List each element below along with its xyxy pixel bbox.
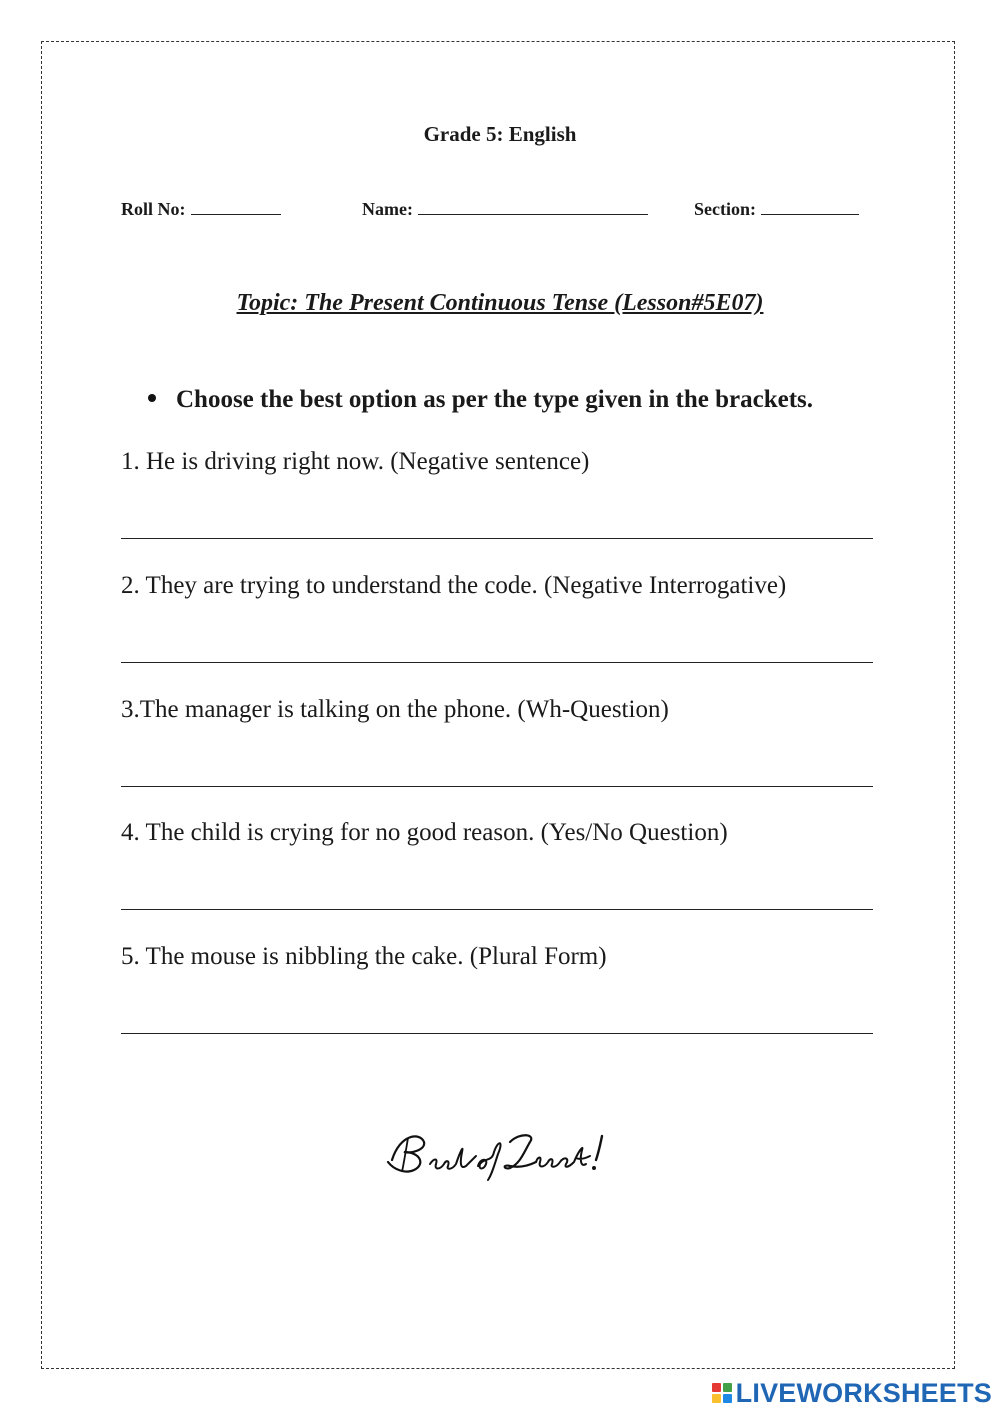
roll-no-input[interactable] xyxy=(191,198,281,215)
roll-no-field xyxy=(121,198,281,220)
instruction-text: Choose the best option as per the type given in the brackets. xyxy=(176,386,814,413)
question-1: 1. He is driving right now. (Negative sentence) xyxy=(121,448,590,475)
best-of-luck-signature xyxy=(0,1122,1000,1187)
liveworksheets-logo-icon xyxy=(712,1383,732,1403)
question-4: 4. The child is crying for no good reason. (Yes/No Question) xyxy=(121,819,728,846)
name-input[interactable] xyxy=(418,198,648,215)
name-label: Name: xyxy=(362,199,413,219)
name-field xyxy=(362,198,648,220)
answer-line-3[interactable] xyxy=(121,786,873,787)
answer-line-5[interactable] xyxy=(121,1033,873,1034)
bullet-icon xyxy=(148,394,156,402)
question-5: 5. The mouse is nibbling the cake. (Plural Form) xyxy=(121,943,607,970)
answer-line-2[interactable] xyxy=(121,662,873,663)
liveworksheets-text: LIVEWORKSHEETS xyxy=(735,1377,992,1408)
section-label: Section: xyxy=(694,199,756,219)
question-2: 2. They are trying to understand the code. (Negative Interrogative) xyxy=(121,572,787,599)
worksheet-title: Grade 5: English xyxy=(423,122,577,146)
answer-line-1[interactable] xyxy=(121,538,873,539)
roll-no-label: Roll No: xyxy=(121,199,186,219)
liveworksheets-watermark xyxy=(712,1376,992,1410)
instruction xyxy=(148,386,813,414)
answer-line-4[interactable] xyxy=(121,909,873,910)
best-of-luck-script xyxy=(380,1122,620,1182)
topic-heading: Topic: The Present Continuous Tense (Lesson#5E07) xyxy=(236,290,764,316)
section-field xyxy=(694,198,859,220)
question-3: 3.The manager is talking on the phone. (Wh-Question) xyxy=(121,696,669,723)
section-input[interactable] xyxy=(761,198,859,215)
